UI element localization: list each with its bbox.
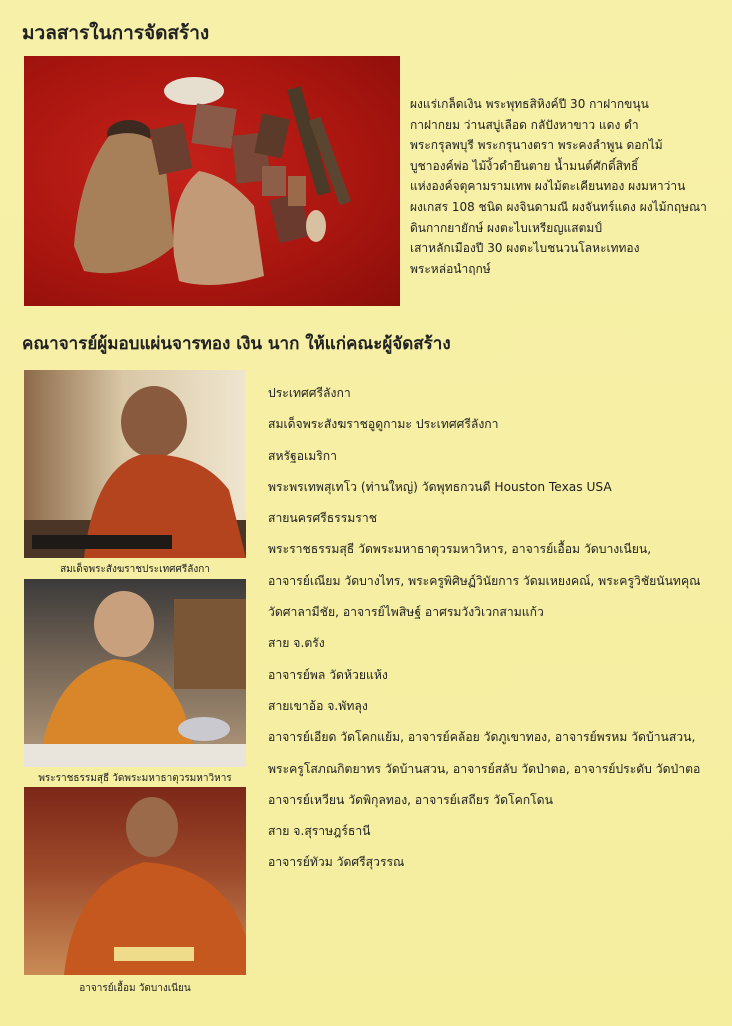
monk-photo-1 [24,370,246,558]
section-heading-masters: คณาจารย์ผู้มอบแผ่นจารทอง เงิน นาก ให้แก่คณะผู้จัดสร้าง [22,334,451,354]
masters-list-line: สหรัฐอเมริกา [268,448,338,463]
intro-line: ดินกากยายักษ์ ผงตะไบเหรียญแสตมป์ [410,220,602,235]
intro-line: เสาหลักเมืองปี 30 ผงตะไบชนวนโลหะเททอง [410,241,640,256]
monk-photo-3 [24,787,246,975]
masters-list-line: พระพรเทพสุเทโว (ท่านใหญ่) วัดพุทธกวนดี Houston Texas USA [268,479,612,494]
section-heading-materials: มวลสารในการจัดสร้าง [22,22,210,44]
masters-list-line: สาย จ.ตรัง [268,636,325,651]
intro-line: บูชาองค์พ่อ ไม้งิ้วดำยืนตาย น้ำมนต์ศักดิ์สิทธิ์ [410,158,639,173]
materials-description [410,94,710,279]
masters-list-line: พระราชธรรมสุธี วัดพระมหาธาตุวรมหาวิหาร, อาจารย์เอื้อม วัดบางเนียน, [268,542,652,557]
monk-photo-2 [24,579,246,767]
amulet-materials-photo [24,56,400,306]
intro-line: ผงเกสร 108 ชนิด ผงจินดามณี ผงจันทร์แดง ผงไม้กฤษณา [410,199,707,214]
masters-list-line: วัดศาลามีชัย, อาจารย์ไพสิษฐ์ อาศรมวังวิเวกสามแก้ว [268,605,544,620]
intro-line: พระกรุลพบุรี พระกรุนางตรา พระคงลำพูน ดอกไม้ [410,138,663,153]
intro-line: แห่งองค์จตุคามรามเทพ ผงไม้ตะเคียนทอง ผงมหาว่าน [410,179,686,194]
intro-line: ผงแร่เกล็ดเงิน พระพุทธสิหิงค์ปี 30 กาฝากขนุน [410,97,649,111]
masters-list-line: พระครูโสภณกิตยาทร วัดบ้านสวน, อาจารย์สลับ วัดป่าตอ, อาจารย์ประดับ วัดป่าตอ [268,761,701,776]
masters-list-line: อาจารย์พล วัดห้วยแห้ง [268,667,388,682]
masters-list-line: อาจารย์ทัวม วัดศรีสุวรรณ [268,855,405,870]
masters-list-line: สมเด็จพระสังฆราชอูดูกามะ ประเทศศรีลังกา [268,417,499,432]
caption-photo-1: สมเด็จพระสังฆราชประเทศศรีลังกา [60,564,210,575]
masters-list-line: อาจารย์เณียม วัดบางไทร, พระครูพิศิษฏ์วินัยการ วัดมเหยงคณ์, พระครูวิชัยนันทคุณ [268,573,701,588]
caption-photo-2: พระราชธรรมสุธี วัดพระมหาธาตุวรมหาวิหาร [38,773,232,784]
masters-list-line: สายเขาอ้อ จ.พัทลุง [268,698,368,713]
masters-list-line: ประเทศศรีลังกา [268,386,351,400]
masters-list-line: อาจารย์เอียด วัดโคกแย้ม, อาจารย์คล้อย วัดภูเขาทอง, อาจารย์พรหม วัดบ้านสวน, [268,730,696,745]
intro-line: กาฝากยม ว่านสบู่เลือด กลัปังหาขาว แดง ดำ [410,117,639,132]
masters-list [268,384,718,885]
masters-list-line: สายนครศรีธรรมราช [268,511,377,526]
masters-list-line: สาย จ.สุราษฎร์ธานี [268,824,371,839]
masters-list-line: อาจารย์เหวียน วัดพิกุลทอง, อาจารย์เสถียร วัดโคกโดน [268,792,553,807]
intro-line: พระหล่อนำฤกษ์ [410,261,491,276]
caption-photo-3: อาจารย์เอื้อม วัดบางเนียน [79,983,191,994]
